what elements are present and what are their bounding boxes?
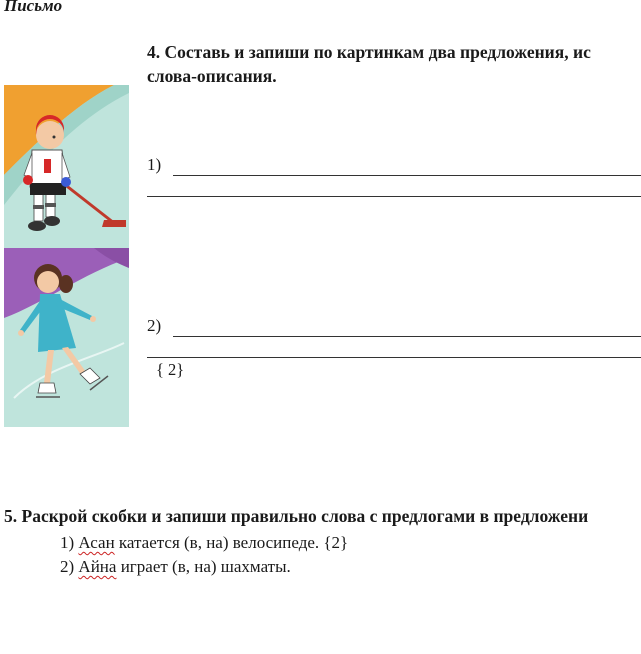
task5-sentence-1 — [60, 533, 348, 553]
name-asan: Асан — [78, 533, 115, 552]
sentence-2-number: 2) — [60, 557, 79, 576]
sentence-1-text: катается (в, на) велосипеде. {2} — [114, 533, 349, 552]
sentence-2-text: играет (в, на) шахматы. — [116, 557, 291, 576]
answer-line-1b[interactable] — [147, 196, 641, 197]
answer-line-2a[interactable] — [173, 336, 641, 337]
figure-skater-picture — [4, 248, 129, 427]
task4-title-line2: слова-описания. — [147, 66, 277, 86]
answer-line-1a[interactable] — [173, 175, 641, 176]
section-header: Письмо — [4, 0, 63, 15]
hockey-player-picture — [4, 85, 129, 248]
sentence-1-number: 1) — [60, 533, 79, 552]
task4-points: { 2} — [156, 360, 185, 379]
task5-title: 5. Раскрой скобки и запиши правильно слова с предлогами в предложени — [4, 506, 589, 526]
task4-title-line1: 4. Составь и запиши по картинкам два предложения, ис — [147, 42, 591, 62]
item-2-number: 2) — [147, 316, 162, 335]
task5-sentence-2 — [60, 557, 291, 577]
item-1-number: 1) — [147, 155, 162, 174]
name-aina: Айна — [78, 557, 117, 576]
answer-line-2b[interactable] — [147, 357, 641, 358]
